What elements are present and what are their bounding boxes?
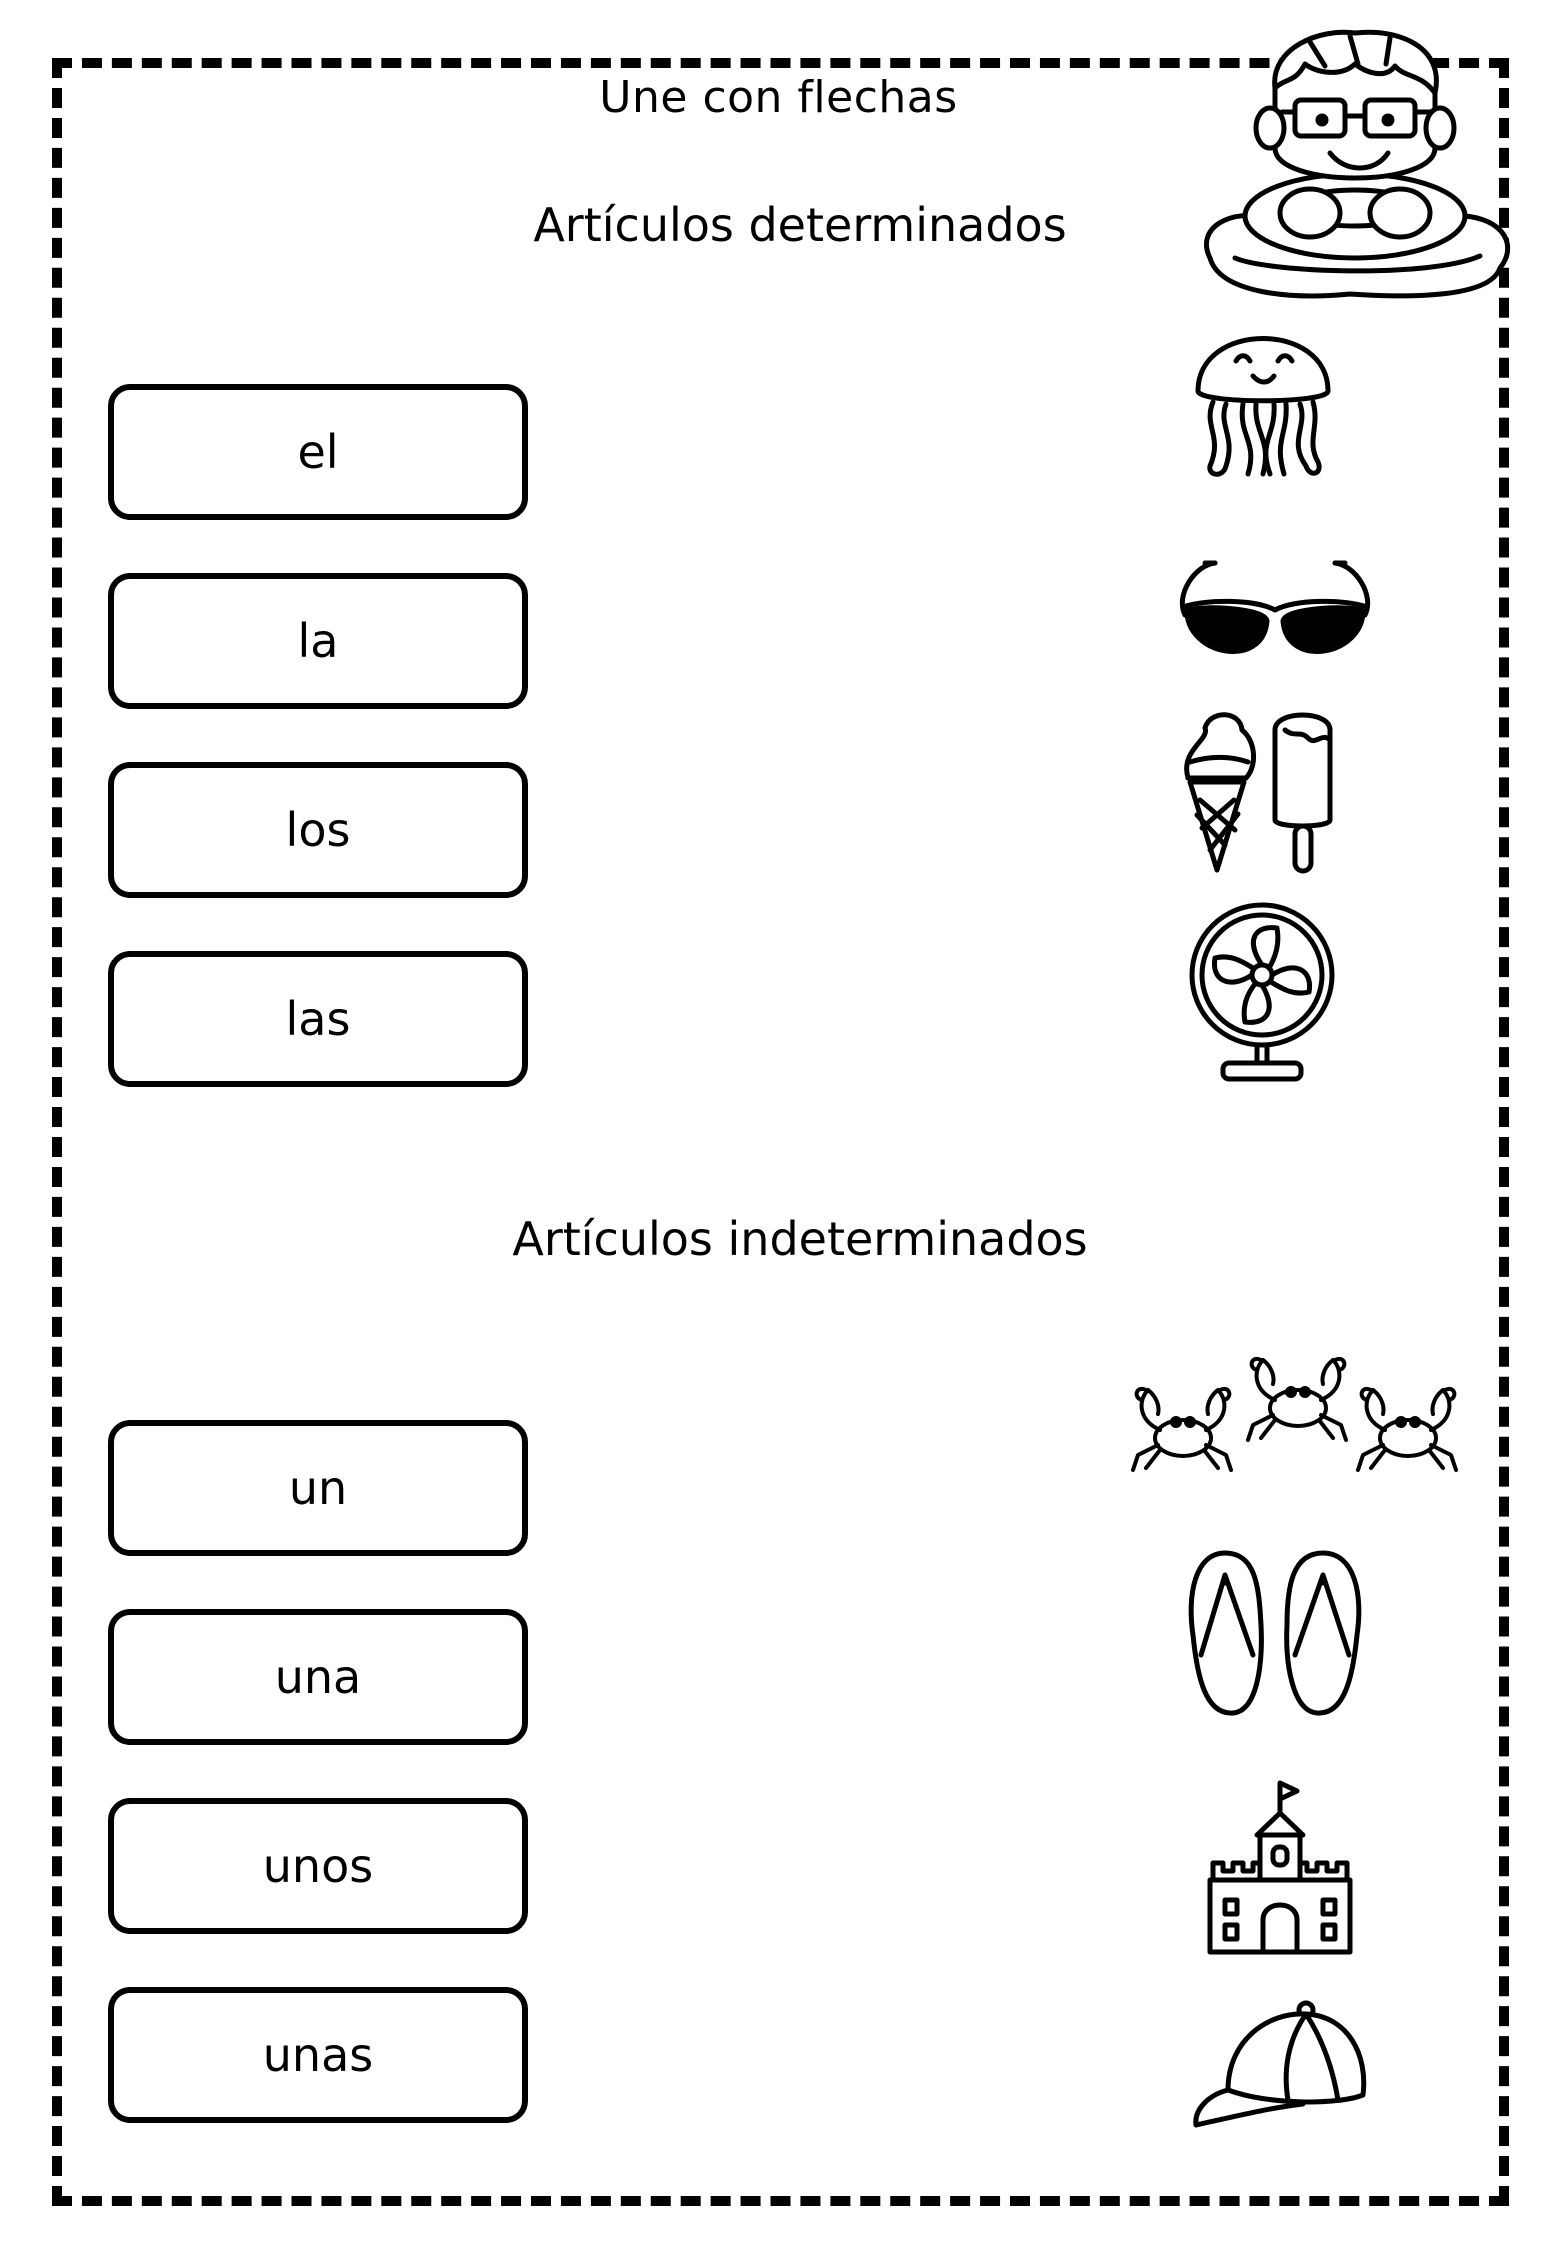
article-label: una — [274, 1650, 362, 1704]
sunglasses-icon — [1175, 555, 1375, 670]
article-box-un[interactable] — [108, 1420, 528, 1556]
article-label: los — [285, 803, 351, 857]
article-box-las[interactable] — [108, 951, 528, 1087]
article-label: el — [297, 425, 339, 479]
flip-flops-icon — [1185, 1545, 1365, 1720]
article-label: unos — [262, 1839, 374, 1893]
article-label: unas — [262, 2028, 374, 2082]
article-label: las — [285, 992, 351, 1046]
sandcastle-icon — [1205, 1775, 1355, 1960]
definite-articles-title: Artículos determinados — [533, 198, 1067, 252]
cap-icon — [1188, 2000, 1373, 2135]
article-box-unas[interactable] — [108, 1987, 528, 2123]
article-box-unos[interactable] — [108, 1798, 528, 1934]
indefinite-articles-title: Artículos indeterminados — [512, 1212, 1088, 1266]
jellyfish-icon — [1188, 316, 1338, 481]
article-box-el[interactable] — [108, 384, 528, 520]
fan-icon — [1185, 900, 1340, 1085]
article-label: la — [297, 614, 339, 668]
article-box-los[interactable] — [108, 762, 528, 898]
boy-with-swim-ring-icon — [1190, 28, 1520, 313]
article-box-la[interactable] — [108, 573, 528, 709]
worksheet-instruction: Une con flechas — [599, 72, 958, 123]
crabs-icon — [1128, 1350, 1468, 1480]
article-label: un — [288, 1461, 348, 1515]
article-box-una[interactable] — [108, 1609, 528, 1745]
ice-creams-icon — [1180, 710, 1340, 875]
